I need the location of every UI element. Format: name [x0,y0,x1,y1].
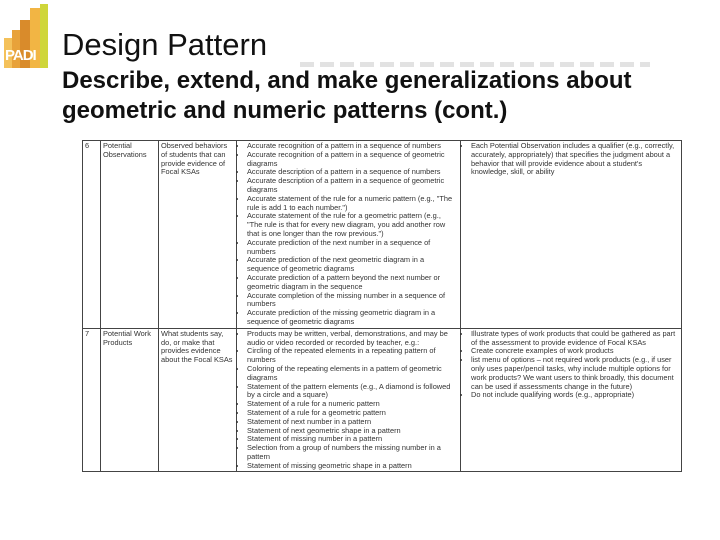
list-item: • Accurate description of a pattern in a sequence of geometric diagrams [247,177,458,195]
attribute-notes [461,328,682,472]
page-subtitle: Describe, extend, and make generalizations about geometric and numeric patterns (cont.) [62,67,632,124]
padi-logo [0,0,60,80]
attribute-values-list [239,330,458,471]
list-item: • Selection from a group of numbers the missing number in a pattern [247,444,458,462]
attribute-notes-list [463,142,679,177]
list-item: • Products may be written, verbal, demonstrations, and may be audio or video recorded or recorded by teacher, e.g.: [247,330,458,348]
list-item: • Statement of the pattern elements (e.g., A diamond is followed by a circle and a square) [247,383,458,401]
attribute-name: Potential Observations [101,141,159,329]
list-item: • list menu of options – not required work products (e.g., if user only uses paper/pencil tasks, why include multiple options for work products? We want users to think broadly, this document can be used if assessments change in the future) [471,356,679,391]
list-item: • Statement of next geometric shape in a pattern [247,427,458,436]
list-item: • Statement of a rule for a numeric pattern [247,400,458,409]
page-title: Design Pattern [62,27,268,62]
attribute-notes [461,141,682,329]
attribute-notes-list [463,330,679,400]
list-item: • Accurate prediction of the missing geometric diagram in a sequence of geometric diagrams [247,309,458,327]
table-row [83,141,682,329]
attribute-values-list [239,142,458,327]
list-item: • Accurate completion of the missing number in a sequence of numbers [247,292,458,310]
list-item: • Accurate description of a pattern in a sequence of numbers [247,168,458,177]
table-row [83,328,682,472]
attribute-values [237,328,461,472]
design-pattern-table [82,140,682,472]
list-item: • Accurate recognition of a pattern in a sequence of geometric diagrams [247,151,458,169]
list-item: • Accurate statement of the rule for a geometric pattern (e.g., "The rule is that for every new diagram, you add another row that is one longer than the row previous.") [247,212,458,238]
row-number: 6 [83,141,101,329]
list-item: • Accurate statement of the rule for a numeric pattern (e.g., "The rule is add 1 to each number.") [247,195,458,213]
padi-logo-text: PADI [5,47,36,64]
list-item: • Illustrate types of work products that could be gathered as part of the assessment to provide evidence of Focal KSAs [471,330,679,348]
list-item: • Statement of a rule for a geometric pattern [247,409,458,418]
row-number: 7 [83,328,101,472]
list-item: • Each Potential Observation includes a qualifier (e.g., correctly, accurately, appropriately) that specifies the judgment about a behavior that will provide evidence about a student's knowledge, skill, or ability [471,142,679,177]
list-item: • Circling of the repeated elements in a repeating pattern of numbers [247,347,458,365]
list-item: • Statement of missing geometric shape in a pattern [247,462,458,471]
list-item: • Statement of next number in a pattern [247,418,458,427]
attribute-description: Observed behaviors of students that can provide evidence of Focal KSAs [159,141,237,329]
attribute-name: Potential Work Products [101,328,159,472]
list-item: • Coloring of the repeating elements in a pattern of geometric diagrams [247,365,458,383]
list-item: • Accurate prediction of the next number in a sequence of numbers [247,239,458,257]
list-item: • Accurate recognition of a pattern in a sequence of numbers [247,142,458,151]
attribute-description: What students say, do, or make that provides evidence about the Focal KSAs [159,328,237,472]
list-item: • Accurate prediction of the next geometric diagram in a sequence of geometric diagrams [247,256,458,274]
list-item: • Statement of missing number in a pattern [247,435,458,444]
attribute-values [237,141,461,329]
list-item: • Create concrete examples of work products [471,347,679,356]
list-item: • Accurate prediction of a pattern beyond the next number or geometric diagram in the sequence [247,274,458,292]
list-item: • Do not include qualifying words (e.g., appropriate) [471,391,679,400]
